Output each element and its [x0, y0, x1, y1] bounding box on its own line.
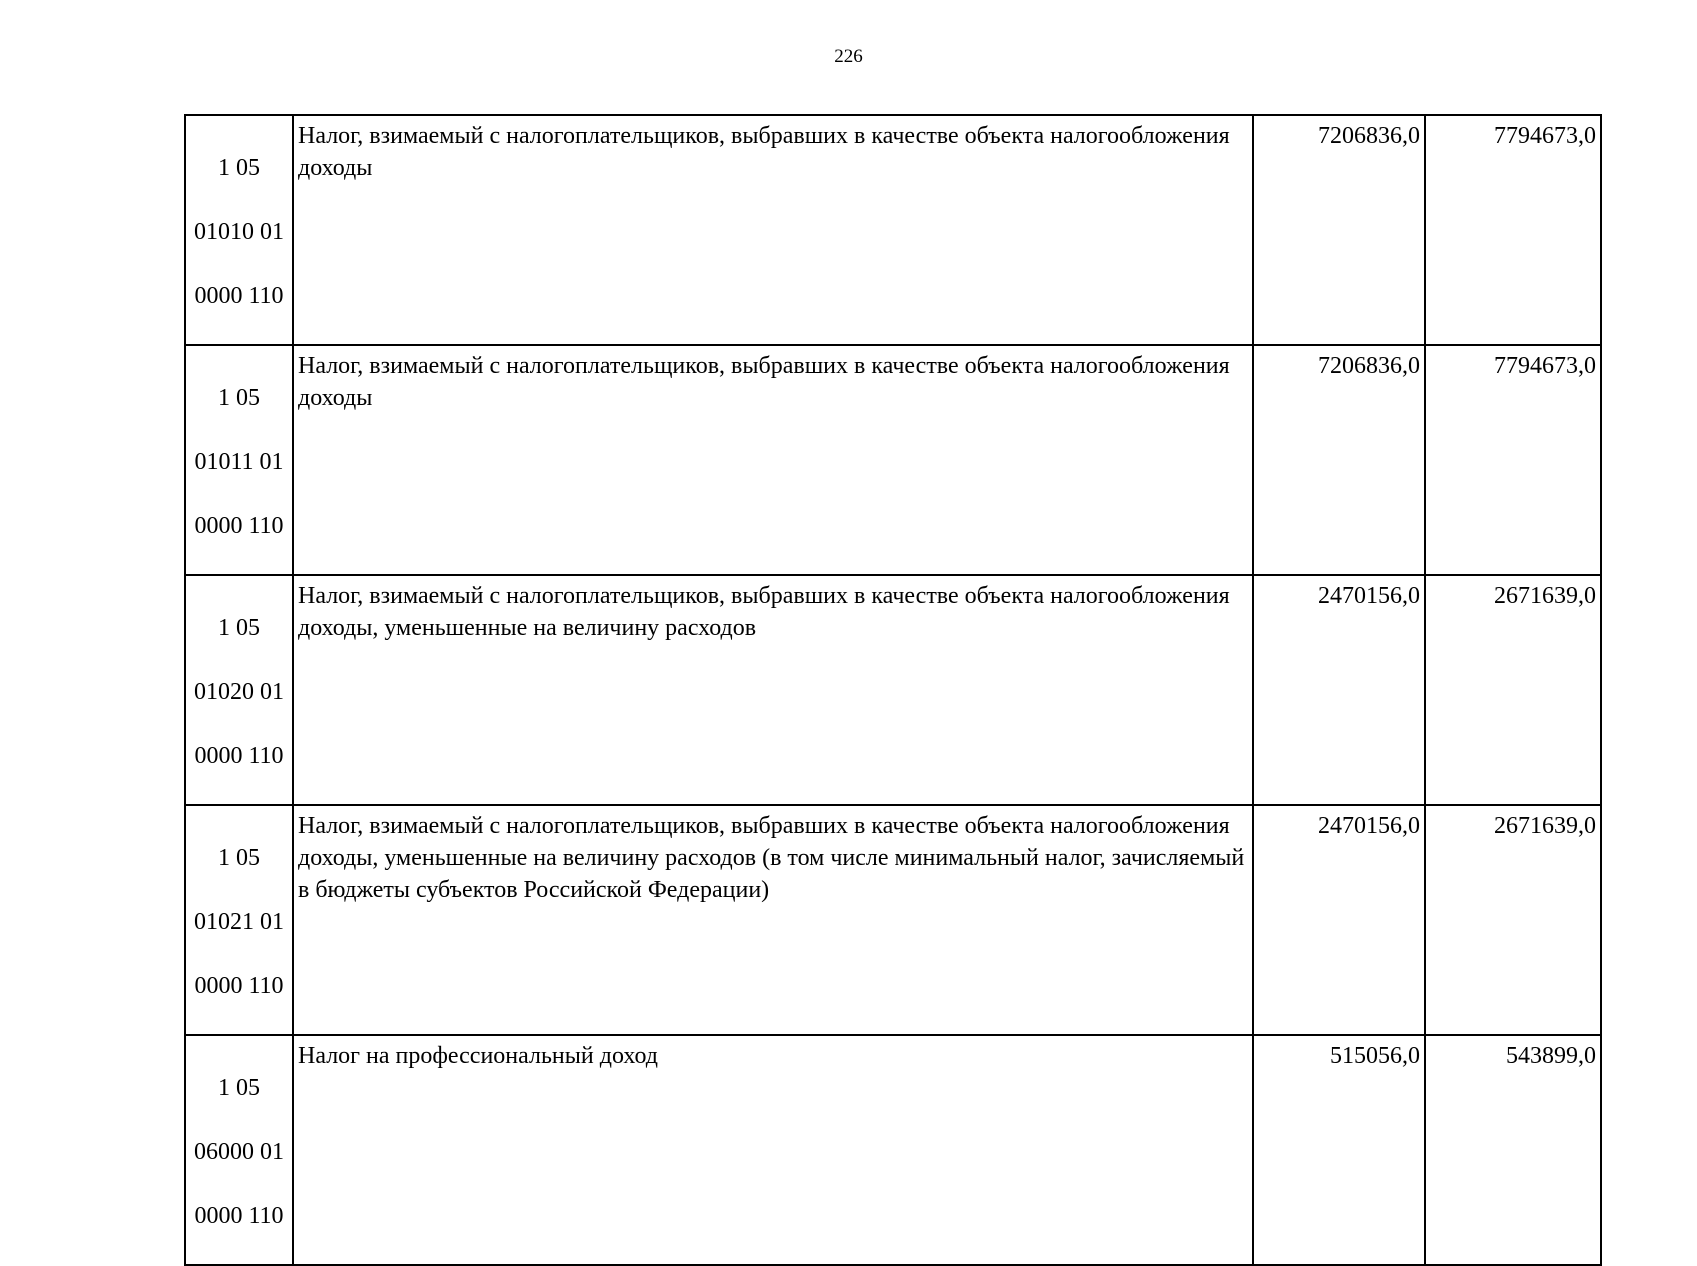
- budget-code-cell: [185, 805, 293, 1035]
- budget-code-cell: [185, 345, 293, 575]
- page-number: 226: [834, 46, 863, 67]
- budget-code-line: 0000 110: [194, 743, 284, 769]
- budget-code-line: 0000 110: [194, 1203, 284, 1229]
- revenue-name-cell: Налог, взимаемый с налогоплательщиков, выбравших в качестве объекта налогообложения доходы: [293, 345, 1253, 575]
- revenue-name-cell: Налог, взимаемый с налогоплательщиков, выбравших в качестве объекта налогообложения доходы: [293, 115, 1253, 345]
- budget-code-cell: [185, 115, 293, 345]
- budget-code-line: 1 05: [218, 845, 260, 871]
- table-row: [185, 805, 1601, 1035]
- value-cell-1: 7206836,0: [1253, 115, 1425, 345]
- table-row: [185, 345, 1601, 575]
- value-cell-2: 2671639,0: [1425, 575, 1601, 805]
- budget-code-line: 1 05: [218, 385, 260, 411]
- budget-revenue-table: [184, 114, 1602, 1266]
- budget-code-line: 06000 01: [194, 1139, 284, 1165]
- budget-code-cell: [185, 1035, 293, 1265]
- revenue-name-cell: Налог на профессиональный доход: [293, 1035, 1253, 1265]
- table-row: [185, 1035, 1601, 1265]
- value-cell-2: 7794673,0: [1425, 345, 1601, 575]
- revenue-name-cell: Налог, взимаемый с налогоплательщиков, выбравших в качестве объекта налогообложения доходы, уменьшенные на величину расходов (в том числе минимальный налог, зачисляемый в бюджеты субъектов Российской Федерации): [293, 805, 1253, 1035]
- budget-code-line: 0000 110: [194, 513, 284, 539]
- budget-code-line: 01010 01: [194, 219, 284, 245]
- value-cell-1: 515056,0: [1253, 1035, 1425, 1265]
- budget-code-line: 01020 01: [194, 679, 284, 705]
- budget-code-cell: [185, 575, 293, 805]
- revenue-name-cell: Налог, взимаемый с налогоплательщиков, выбравших в качестве объекта налогообложения доходы, уменьшенные на величину расходов: [293, 575, 1253, 805]
- value-cell-2: 2671639,0: [1425, 805, 1601, 1035]
- value-cell-1: 2470156,0: [1253, 575, 1425, 805]
- table-row: [185, 575, 1601, 805]
- budget-code-line: 1 05: [218, 615, 260, 641]
- value-cell-1: 7206836,0: [1253, 345, 1425, 575]
- budget-code-line: 01021 01: [194, 909, 284, 935]
- budget-code-line: 01011 01: [194, 449, 284, 475]
- value-cell-2: 543899,0: [1425, 1035, 1601, 1265]
- table-row: [185, 115, 1601, 345]
- budget-code-line: 0000 110: [194, 283, 284, 309]
- value-cell-2: 7794673,0: [1425, 115, 1601, 345]
- value-cell-1: 2470156,0: [1253, 805, 1425, 1035]
- budget-code-line: 0000 110: [194, 973, 284, 999]
- budget-code-line: 1 05: [218, 155, 260, 181]
- budget-code-line: 1 05: [218, 1075, 260, 1101]
